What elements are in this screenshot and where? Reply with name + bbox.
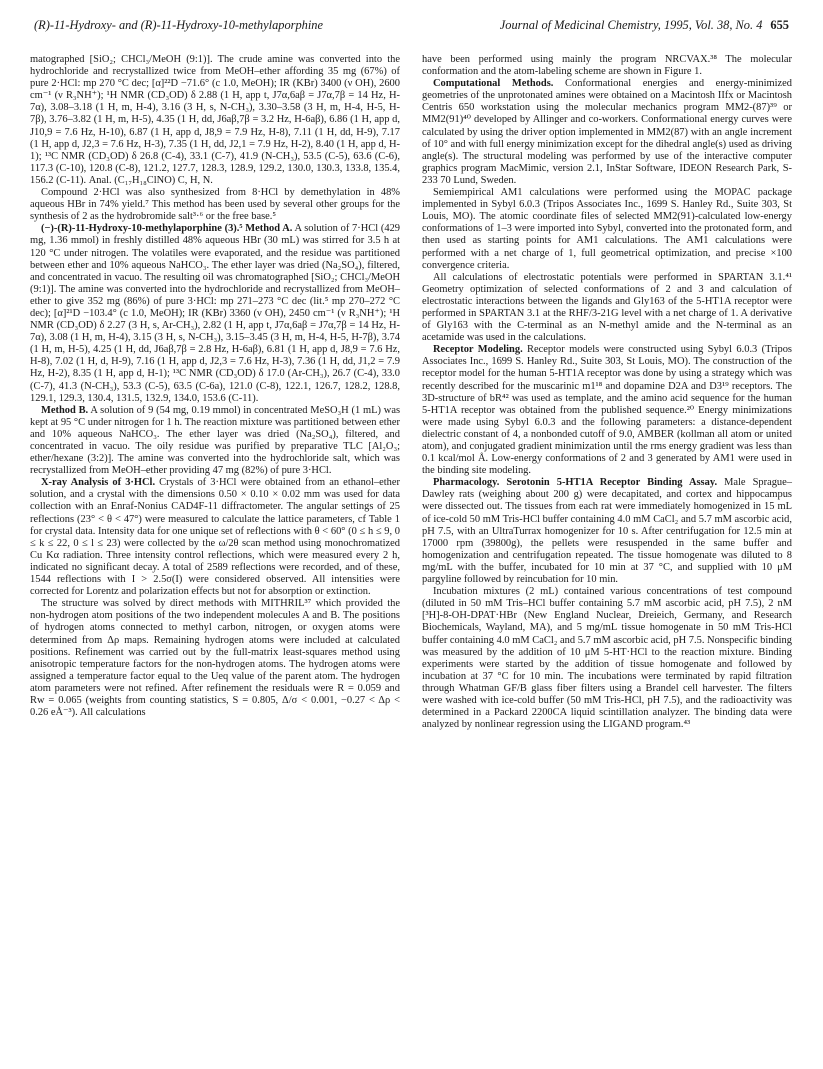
section-heading: Receptor Modeling. [433,344,523,356]
paragraph-text: Semiempirical AM1 calculations were performed using the MOPAC package implemented in Sybyl 6.0.3 (Tripos Associates Inc., 1699 S. Hanley Rd., Suite 303, St Louis, MO). The atomic coordinate files of selected MM2(91)-calculated low-energy conformations of 1–3 were imported into Sybyl, converted into the protonated form, and then used as starting points for AM1 calculations. The AM1 calculations were performed with a net charge of 1, full geometrical optimization, and precise ×100 convergence criteria. [422,187,792,271]
paragraph [422,344,792,477]
paragraph [422,477,792,586]
paragraph-text: Conformational energies and energy-minimized geometries of the unprotonated amines were obtained on a Macintosh IIfx or Macintosh Centris 650 workstation using the molecular mechanics program MM2-(87)³⁹ or MM2(91)⁴⁰ developed by Allinger and co-workers. Conformational energy curves were calculated by using the driver option implemented in MM2(87) with an angle increment of 10° and with full energy minimization except for the dihedral angle(s) used as driving angle(s). The structural modeling was performed by use of the interactive computer graphics program MacMimic, version 2.1, InStar Software, IDEON Research Park, S-233 70 Lund, Sweden. [422,78,792,186]
paragraph-text: All calculations of electrostatic potentials were performed in SPARTAN 3.1.⁴¹ Geometry optimization of selected conformations of 2 and 3 and calculation of electrostatic interactions between the ligands and Gly163 of the 5-HT1A receptor were performed in SPARTAN 3.1 at the RHF/3-21G level with a net charge of 1. A derivative of Gly163 with the C-terminal as an N-methyl amide and the N-terminal as an acetamide was used in the calculations. [422,271,792,344]
paragraph-text: Receptor models were constructed using Sybyl 6.0.3 (Tripos Associates Inc., 1699 S. Hanley Rd., Suite 303, St Louis, MO). The construction of the receptor model for the human 5-HT1A receptor was done by using a strategy which was recently described for the muscarinic m1¹⁸ and dopamine D2A and D3¹⁹ receptors. The 3D-structure of bR⁴² was used as template, and the amino acid sequence for the human 5-HT1A receptor was obtained from the published sequence.²⁰ Energy minimizations were made using Sybyl 6.0.3 and the following parameters: a distance-dependent dielectric constant of 4, a nonbonded cutoff of 9.0, AMBER (kollman all atom or united atom), and conjugated gradient minimization until the rms energy gradient was less than 0.1 kcal/mol Å. Low-energy conformations of 2 and 3 generated by AM1 were used in the binding site modeling. [422,344,792,477]
paragraph [422,187,792,272]
paragraph [30,477,400,598]
section-heading: Pharmacology. Serotonin 5-HT1A Receptor Binding Assay. [433,477,718,489]
paragraph [30,223,400,404]
paragraph-text: matographed [SiO₂; CHCl₃/MeOH (9:1)]. The crude amine was converted into the hydrochloride and recrystallized twice from MeOH–ether affording 35 mg (67%) of pure 2·HCl: mp 270 °C dec; [α]²²D −71.6° (c 1.0, MeOH); IR (KBr) 3400 (ν OH), 2600 cm⁻¹ (ν R₃NH⁺); ¹H NMR (CD₃OD) δ 2.88 (1 H, app t, J7α,6aβ = J7α,7β = 14 Hz, H-7α), 3.08–3.18 (1 H, m, H-4), 3.16 (3 H, s, N-CH₃), 3.30–3.58 (3 H, m, H-4, H-5, H-7β), 3.76–3.82 (1 H, m, H-5), 4.35 (1 H, dd, J6aβ,7β = 3.2 Hz, H-6aβ), 6.86 (1 H, app d, J10,9 = 7.6 Hz, H-10), 6.87 (1 H, app d, J8,9 = 7.9 Hz, H-8), 7.11 (1 H, dd, H-9), 7.17 (1 H, app d, J2,3 = 7.6 Hz, H-3), 7.35 (1 H, dd, J2,1 = 7.9 Hz, H-2), 8.40 (1 H, app d, H-1); ¹³C NMR (CD₃OD) δ 26.8 (C-4), 33.1 (C-7), 41.9 (N-CH₃), 53.5 (C-5), 63.6 (C-6), 117.3 (C-10), 120.8 (C-8), 121.2, 127.7, 128.3, 128.9, 129.2, 130.0, 130.3, 133.8, 135.4, 156.2 (C-11). Anal. (C₁₇H₁₈ClNO) C, H, N. [30,54,400,186]
paragraph-text: A solution of 9 (54 mg, 0.19 mmol) in concentrated MeSO₃H (1 mL) was kept at 95 °C under nitrogen for 1 h. The reaction mixture was partitioned between ether and 10% aqueous NaHCO₃. The ether layer was dried (Na₂SO₄), filtered, and concentrated in vacuo. The oily residue was purified by preparative TLC [Al₂O₃; ether/hexane (3:2)]. The amine was converted into the hydrochloride salt, which was recrystallized from MeOH–ether providing 47 mg (82%) of pure 3·HCl. [30,404,401,477]
running-header [34,18,789,38]
paragraph-text: have been performed using mainly the program NRCVAX.³⁸ The molecular conformation and the atom-labeling scheme are shown in Figure 1. [422,54,792,78]
header-article-title: (R)-11-Hydroxy- and (R)-11-Hydroxy-10-methylaporphine [34,18,323,32]
paragraph [422,586,792,731]
left-column [30,54,400,719]
section-heading: (−)-(R)-11-Hydroxy-10-methylaporphine (3).⁵ Method A. [41,223,293,235]
paragraph [30,187,400,223]
page-number: 655 [770,18,789,32]
paragraph [422,272,792,345]
paragraph [422,78,792,187]
paragraph-text: Incubation mixtures (2 mL) contained various concentrations of test compound (diluted in 50 mM Tris–HCl buffer containing 5.7 mM ascorbic acid, pH 7.5), 2 nM [³H]-8-OH-DPAT·HBr (New England Nuclear, Dreieich, Germany, and Research Biochemicals, Wayland, MA), and 5 mg/mL tissue homogenate in 50 mM Tris-HCl buffer containing 4.0 mM CaCl₂ and 5.7 mM ascorbic acid, pH 7.5. Nonspecific binding was measured by the addition of 10 μM 5-HT·HCl to the reaction mixture. Binding experiments were started by the addition of tissue homogenate and followed by incubation at 37 °C for 10 min. The incubations were terminated by rapid filtration through Whatman GF/B glass fiber filters using a Brandel cell harvester. The filters were washed with ice-cold buffer (50 mM Tris-HCl, pH 7.5), and the radioactivity was determined in a Packard 2200CA liquid scintillation analyzer. The binding data were analyzed by nonlinear regression using the LIGAND program.⁴³ [422,586,792,731]
paragraph [30,598,400,719]
section-heading: Method B. [41,404,89,416]
paragraph-text: Male Sprague–Dawley rats (weighing about 200 g) were decapitated, and cortex and hippocampus were dissected out. The tissues from each rat were immediately homogenized in 15 mL of ice-cold 50 mM Tris-HCl buffer containing 4.0 mM CaCl₂ and 5.7 mM ascorbic acid, pH 7.5, with an UltraTurrax homogenizer for 10 s. After centrifugation for 12.5 min at 17000 rpm (39800g), the pellets were resuspended in the same buffer and homogenization and centrifugation repeated. The tissue homogenate was diluted to 8 mg/mL with the buffer, incubated for 10 min at 37 °C, and supplied with 10 μM pargyline followed by reincubation for 10 min. [422,477,792,586]
paragraph-text: Crystals of 3·HCl were obtained from an ethanol–ether solution, and a crystal with the dimensions 0.50 × 0.10 × 0.02 mm was used for data collection with an Enraf-Nonius CAD4F-11 diffractometer. The angular settings of 25 reflections (23° < θ < 47°) were measured to calculate the lattice parameters, cf Table 1 for crystal data. Intensity data for one unique set of reflections with θ < 60° (0 ≤ h ≤ 9, 0 ≤ k ≤ 22, 0 ≤ l ≤ 23) were collected by the ω/2θ scan method using monochromatized Cu Kα radiation. Three intensity control reflections, which were measured every 2 h, indicated no significant decay. A total of 2589 reflections were recorded, and of these, 1544 reflections with I > 2.5σ(I) were considered observed. All intensities were corrected for Lorentz and polarization effects but not for absorption or extinction. [30,477,400,598]
paragraph [30,405,400,478]
paragraph [422,54,792,78]
header-journal [500,18,789,38]
paragraph [30,54,400,187]
paragraph-text: Compound 2·HCl was also synthesized from 8·HCl by demethylation in 48% aqueous HBr in 74% yield.⁷ This method has been used by several other groups for the synthesis of 2 as the hydrobromide salt³·⁶ or the free base.⁵ [30,187,400,223]
section-heading: Computational Methods. [433,78,554,90]
right-column [422,54,792,731]
paragraph-text: A solution of 7·HCl (429 mg, 1.36 mmol) in freshly distilled 48% aqueous HBr (30 mL) was stirred for 3.5 h at 120 °C under nitrogen. The volatiles were evaporated, and the residue was partitioned between ether and 10% aqueous NaHCO₃. The ether layer was dried (Na₂SO₄), filtered, and concentrated in vacuo. The resulting oil was chromatographed [SiO₂; CHCl₃/MeOH (9:1)]. The amine was converted into the hydrochloride and recrystallized from MeOH–ether to give 352 mg (86%) of pure 3·HCl: mp 271–273 °C dec (lit.⁵ mp 270–272 °C dec); [α]²¹D −103.4° (c 1.0, MeOH); IR (KBr) 3360 (ν OH), 2450 cm⁻¹ (ν R₃NH⁺); ¹H NMR (CD₃OD) δ 2.27 (3 H, s, Ar-CH₃), 2.82 (1 H, app t, J7α,6aβ = J7α,7β = 14 Hz, H-7α), 3.08 (1 H, m, H-4), 3.15 (3 H, s, N-CH₃), 3.15–3.45 (3 H, m, H-4, H-5, H-7β), 3.74 (1 H, m, H-5), 4.25 (1 H, dd, J6aβ,7β = 2.8 Hz, H-6aβ), 6.81 (1 H, app d, J8,9 = 7.6 Hz, H-8), 7.02 (1 H, d, H-9), 7.16 (1 H, app d, J2,3 = 7.6 Hz, H-3), 7.36 (1 H, dd, J1,2 = 7.9 Hz, H-2), 8.35 (1 H, app d, H-1); ¹³C NMR (CD₃OD) δ 17.0 (Ar-CH₃), 26.7 (C-4), 33.0 (C-7), 41.3 (N-CH₃), 53.3 (C-5), 63.5 (C-6a), 121.0 (C-8), 122.1, 126.7, 128.2, 128.8, 129.1, 129.3, 130.4, 131.5, 132.9, 134.0, 153.6 (C-11). [30,223,401,404]
header-journal-citation: Journal of Medicinal Chemistry, 1995, Vol. 38, No. 4 [499,18,763,32]
paragraph-text: The structure was solved by direct methods with MITHRIL³⁷ which provided the non-hydrogen atom positions of the two independent molecules A and B. The positions of hydrogen atoms connected to methyl carbon, nitrogen, or oxygen atoms were determined from Δρ maps. Remaining hydrogen atoms were included at calculated positions. Refinement was carried out by the full-matrix least-squares method using anisotropic temperature factors for the non-hydrogen atoms. The hydrogen atoms were assigned a temperature factor equal to the Ueq value of the parent atom. The hydrogen atom parameters were not refined. After refinement the residuals were R = 0.059 and Rw = 0.065 (weights from counting statistics, S = 0.805, Δ/σ < 0.001, −0.27 < Δρ < 0.26 eÅ⁻³). All calculations [30,598,400,719]
section-heading: X-ray Analysis of 3·HCl. [41,477,156,489]
